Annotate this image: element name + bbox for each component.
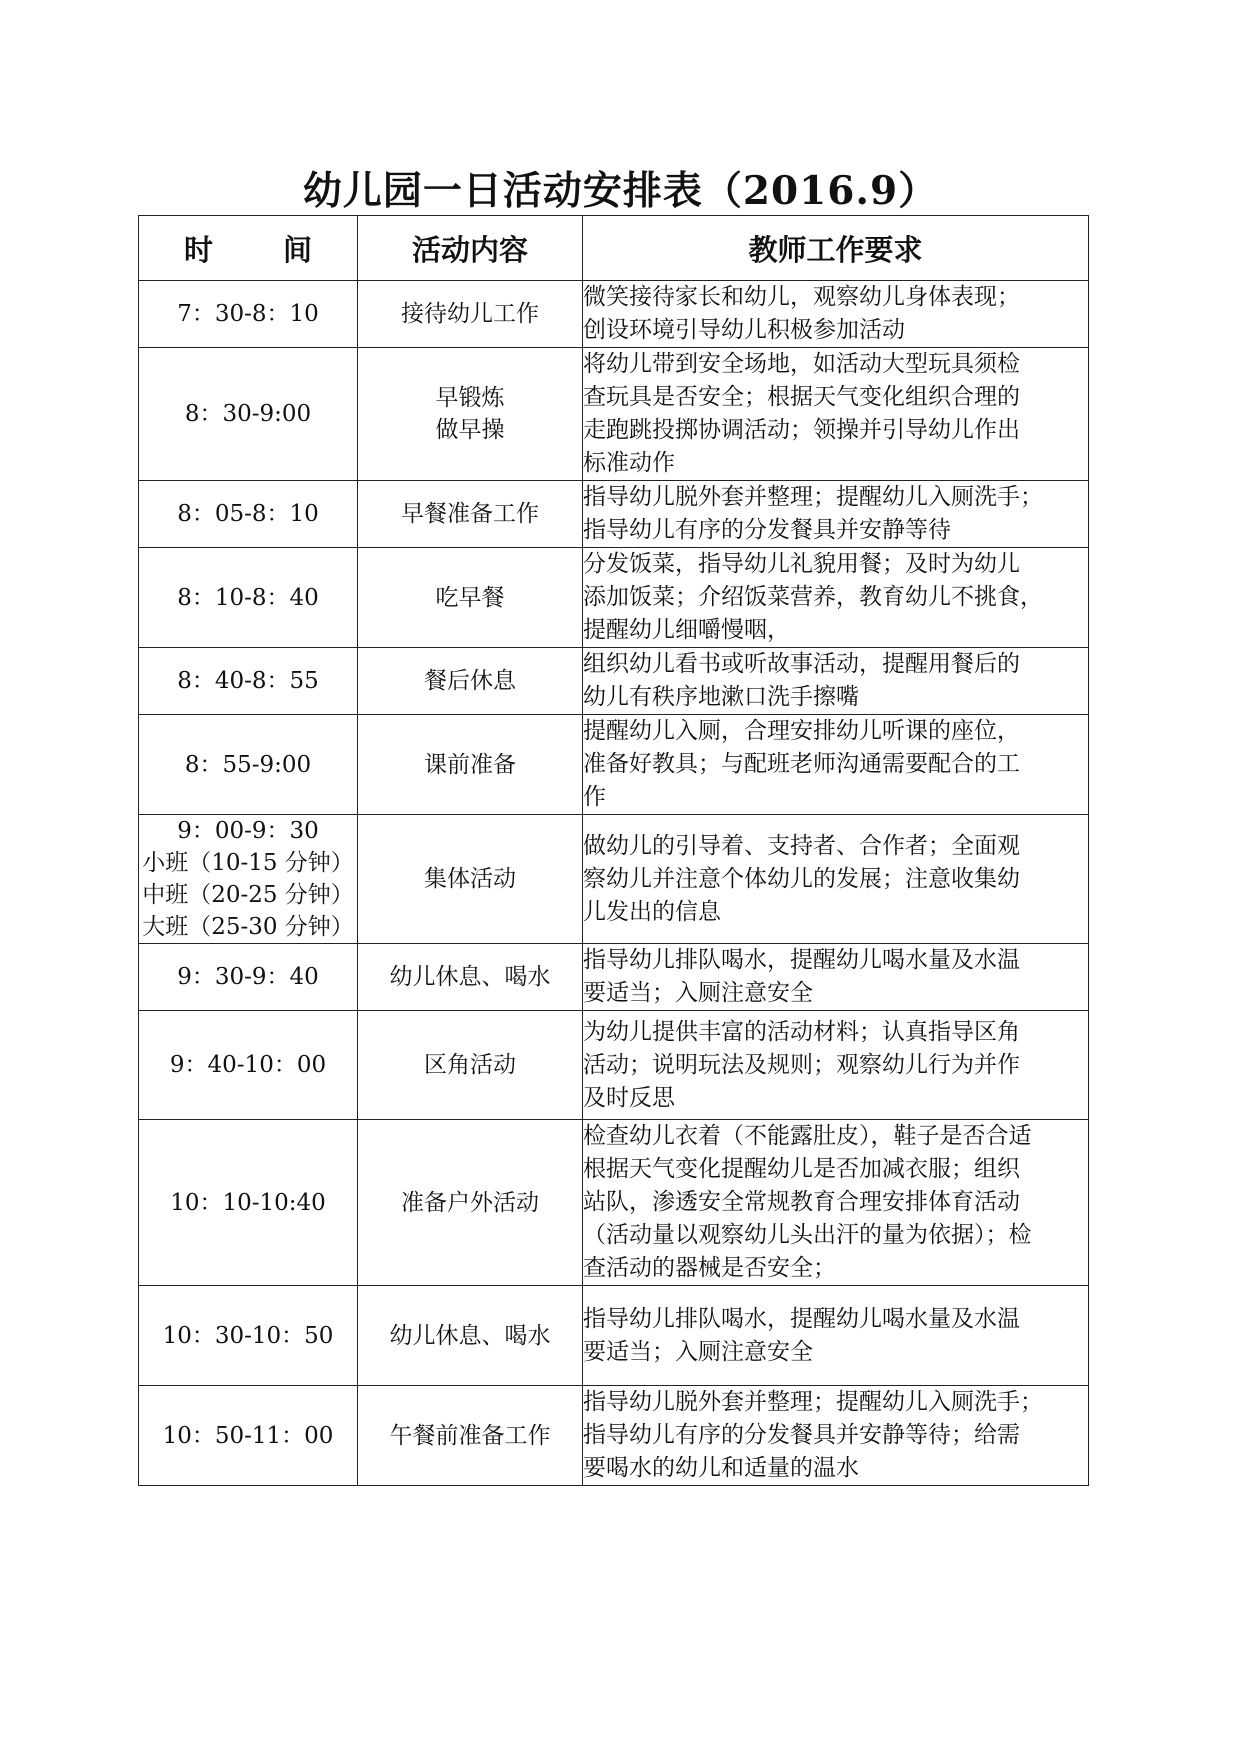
- requirement-cell: [583, 1011, 1089, 1120]
- requirement-cell-line: 指导幼儿有序的分发餐具并安静等待；给需: [583, 1422, 1020, 1448]
- time-cell: [139, 548, 358, 648]
- requirement-cell-line: 活动；说明玩法及规则；观察幼儿行为并作: [583, 1051, 1020, 1078]
- requirement-cell: [583, 548, 1089, 648]
- time-cell: [139, 1120, 358, 1286]
- requirement-cell-line: 标准动作: [583, 450, 675, 476]
- time-cell: [139, 481, 358, 548]
- time-cell: [139, 1386, 358, 1486]
- header-time-char-1: 时: [183, 232, 213, 267]
- time-cell-line: 7：30-8：10: [177, 301, 319, 327]
- activity-cell-line: 午餐前准备工作: [389, 1422, 551, 1449]
- table-row: [139, 548, 1089, 648]
- requirement-cell-line: 指导幼儿脱外套并整理；提醒幼儿入厕洗手；: [583, 1389, 1043, 1415]
- time-cell: [139, 1286, 358, 1386]
- activity-cell: [358, 944, 583, 1011]
- activity-cell-line: 餐后休息: [424, 668, 516, 694]
- requirement-cell-line: 提醒幼儿细嚼慢咽，: [583, 617, 790, 643]
- table-row: [139, 1011, 1089, 1120]
- requirement-cell-line: 站队，渗透安全常规教育合理安排体育活动: [583, 1189, 1020, 1215]
- table-row: [139, 1286, 1089, 1386]
- activity-cell: [358, 1286, 583, 1386]
- time-cell-line: 10：10-10:40: [170, 1189, 326, 1216]
- requirement-cell-line: 走跑跳投掷协调活动；领操并引导幼儿作出: [583, 417, 1020, 443]
- table-row: [139, 648, 1089, 715]
- time-cell: [139, 281, 358, 348]
- requirement-cell-line: 要适当；入厕注意安全: [583, 1338, 813, 1365]
- requirement-cell-line: 查玩具是否安全；根据天气变化组织合理的: [583, 384, 1020, 410]
- requirement-cell-line: 分发饭菜，指导幼儿礼貌用餐；及时为幼儿: [583, 551, 1020, 577]
- activity-cell-line: 早餐准备工作: [401, 501, 539, 527]
- time-cell-line: 8：40-8：55: [177, 668, 319, 694]
- time-cell-line: 大班（25-30 分钟）: [142, 914, 354, 940]
- time-cell: [139, 815, 358, 944]
- time-cell: [139, 715, 358, 815]
- requirement-cell: [583, 481, 1089, 548]
- time-cell: [139, 648, 358, 715]
- table-row: [139, 1120, 1089, 1286]
- requirement-cell-line: 作: [583, 784, 606, 810]
- activity-cell: [358, 815, 583, 944]
- time-cell: [139, 348, 358, 481]
- requirement-cell-line: 做幼儿的引导着、支持者、合作者；全面观: [583, 832, 1020, 859]
- requirement-cell-line: 提醒幼儿入厕，合理安排幼儿听课的座位，: [583, 718, 1020, 744]
- activity-cell: [358, 715, 583, 815]
- requirement-cell: [583, 715, 1089, 815]
- time-cell-line: 9：30-9：40: [177, 964, 319, 990]
- table-row: [139, 281, 1089, 348]
- requirement-cell-line: 指导幼儿排队喝水，提醒幼儿喝水量及水温: [583, 1305, 1020, 1332]
- time-cell-line: 9：00-9：30: [177, 818, 319, 844]
- requirement-cell-line: 幼儿有秩序地漱口洗手擦嘴: [583, 684, 859, 710]
- requirement-cell-line: 指导幼儿排队喝水，提醒幼儿喝水量及水温: [583, 947, 1020, 973]
- requirement-cell-line: 将幼儿带到安全场地，如活动大型玩具须检: [583, 351, 1020, 377]
- activity-cell-line: 幼儿休息、喝水: [389, 1322, 551, 1349]
- requirement-cell-line: 查活动的器械是否安全；: [583, 1255, 836, 1281]
- time-cell-line: 10：50-11：00: [162, 1422, 334, 1449]
- requirement-cell-line: 要适当；入厕注意安全: [583, 980, 813, 1006]
- activity-cell-line: 课前准备: [424, 751, 516, 778]
- requirement-cell-line: 及时反思: [583, 1084, 675, 1111]
- requirement-cell-line: 根据天气变化提醒幼儿是否加减衣服；组织: [583, 1156, 1020, 1182]
- table-row: [139, 1386, 1089, 1486]
- activity-cell: [358, 1011, 583, 1120]
- time-cell-line: 8：10-8：40: [177, 584, 319, 611]
- table-row: [139, 944, 1089, 1011]
- table-row: [139, 815, 1089, 944]
- activity-cell: [358, 548, 583, 648]
- activity-cell-line: 早锻炼: [435, 385, 505, 411]
- time-cell-line: 8：55-9:00: [184, 751, 312, 778]
- requirement-cell-line: 准备好教具；与配班老师沟通需要配合的工: [583, 751, 1020, 777]
- requirement-cell-line: 微笑接待家长和幼儿，观察幼儿身体表现；: [583, 284, 1020, 310]
- activity-cell: [358, 648, 583, 715]
- requirement-cell: [583, 815, 1089, 944]
- activity-cell-line: 吃早餐: [435, 584, 505, 611]
- page-title: 幼儿园一日活动安排表（2016.9）: [302, 168, 939, 214]
- activity-cell-line: 做早操: [435, 417, 505, 443]
- requirement-cell-line: 儿发出的信息: [583, 898, 721, 925]
- table-row: [139, 715, 1089, 815]
- requirement-cell: [583, 348, 1089, 481]
- requirement-cell: [583, 1386, 1089, 1486]
- time-cell-line: 9：40-10：00: [169, 1052, 327, 1078]
- requirement-cell-line: 察幼儿并注意个体幼儿的发展；注意收集幼: [583, 865, 1020, 892]
- activity-cell-line: 集体活动: [424, 866, 516, 892]
- activity-cell-line: 接待幼儿工作: [401, 301, 539, 327]
- requirement-cell-line: 为幼儿提供丰富的活动材料；认真指导区角: [583, 1018, 1020, 1045]
- requirement-cell: [583, 648, 1089, 715]
- activity-cell: [358, 481, 583, 548]
- activity-cell: [358, 281, 583, 348]
- time-cell-line: 8：30-9:00: [184, 401, 312, 427]
- header-activity: 活动内容: [358, 216, 583, 281]
- requirement-cell-line: 要喝水的幼儿和适量的温水: [583, 1455, 859, 1481]
- activity-cell: [358, 1386, 583, 1486]
- header-time-char-2: 间: [283, 232, 313, 267]
- activity-cell: [358, 1120, 583, 1286]
- time-cell-line: 中班（20-25 分钟）: [142, 882, 354, 908]
- activity-cell: [358, 348, 583, 481]
- header-time: [139, 216, 358, 281]
- activity-cell-line: 区角活动: [424, 1052, 516, 1078]
- requirement-cell-line: 组织幼儿看书或听故事活动，提醒用餐后的: [583, 651, 1020, 677]
- time-cell-line: 小班（10-15 分钟）: [142, 850, 354, 876]
- requirement-cell-line: 添加饭菜；介绍饭菜营养，教育幼儿不挑食，: [583, 584, 1043, 610]
- time-cell-line: 10：30-10：50: [162, 1322, 334, 1349]
- requirement-cell: [583, 281, 1089, 348]
- requirement-cell-line: 指导幼儿有序的分发餐具并安静等待: [583, 517, 951, 543]
- requirement-cell: [583, 1120, 1089, 1286]
- activity-cell-line: 准备户外活动: [401, 1189, 539, 1216]
- time-cell-line: 8：05-8：10: [177, 501, 319, 527]
- activity-cell-line: 幼儿休息、喝水: [389, 964, 551, 990]
- header-requirement: 教师工作要求: [583, 216, 1089, 281]
- requirement-cell-line: 检查幼儿衣着（不能露肚皮），鞋子是否合适: [583, 1123, 1032, 1149]
- requirement-cell: [583, 1286, 1089, 1386]
- time-cell: [139, 1011, 358, 1120]
- requirement-cell-line: 创设环境引导幼儿积极参加活动: [583, 317, 905, 343]
- schedule-table: [138, 215, 1089, 1486]
- requirement-cell-line: （活动量以观察幼儿头出汗的量为依据）；检: [583, 1222, 1032, 1248]
- requirement-cell-line: 指导幼儿脱外套并整理；提醒幼儿入厕洗手；: [583, 484, 1043, 510]
- table-row: [139, 481, 1089, 548]
- table-header-row: [139, 216, 1089, 281]
- time-cell: [139, 944, 358, 1011]
- table-row: [139, 348, 1089, 481]
- requirement-cell: [583, 944, 1089, 1011]
